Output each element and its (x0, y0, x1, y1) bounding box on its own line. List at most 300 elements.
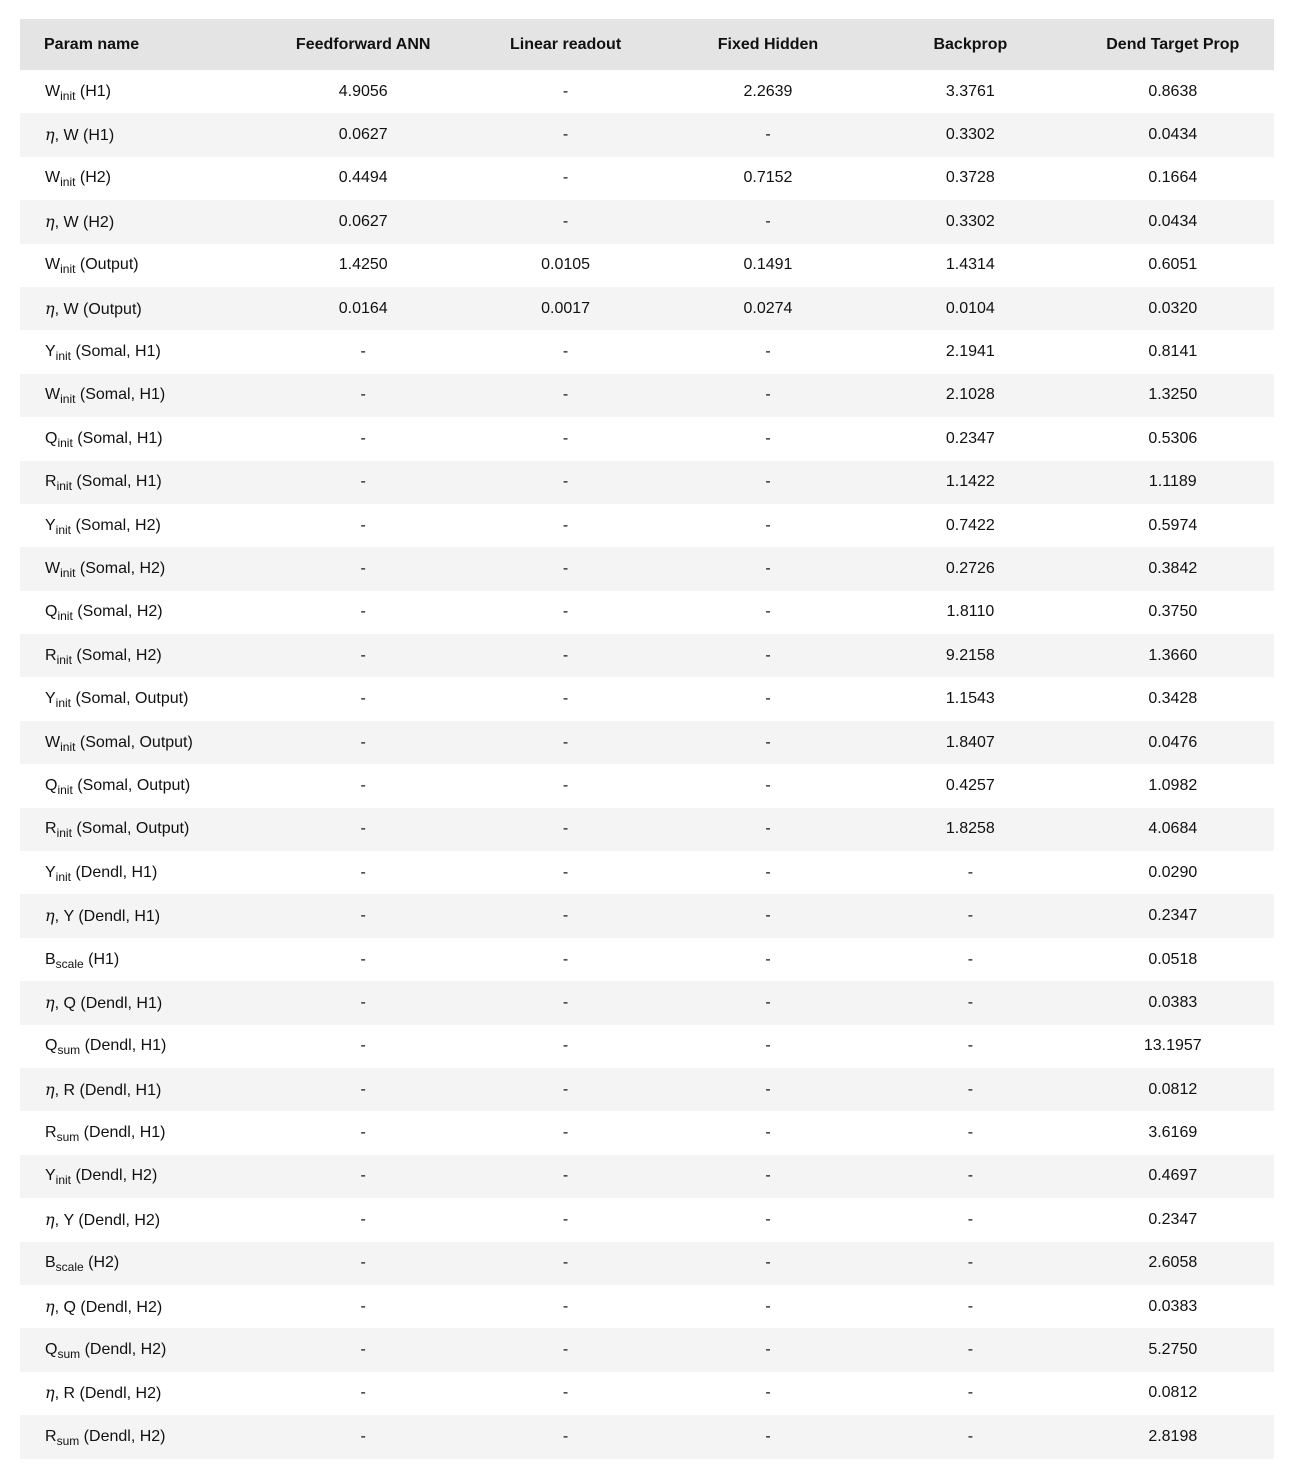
table-row (20, 1198, 1274, 1241)
value-cell-backprop: - (967, 863, 974, 881)
table-row (20, 244, 1274, 287)
table-row (20, 808, 1274, 851)
value-cell-feedforward-ann: - (360, 1210, 366, 1228)
param-qualifier: (Dendl, H1) (79, 1124, 166, 1142)
value-cell-dend-target-prop: 0.8638 (1148, 82, 1198, 100)
table-row (20, 70, 1274, 113)
value-cell-fixed-hidden: - (765, 473, 771, 491)
value-cell-feedforward-ann: - (360, 993, 366, 1011)
value-cell-backprop: - (967, 1210, 974, 1228)
value-cell-fixed-hidden: 0.0274 (743, 299, 793, 317)
value-cell-dend-target-prop: 5.2750 (1148, 1341, 1198, 1359)
value-cell-feedforward-ann: - (360, 386, 366, 404)
param-name-cell (20, 1155, 262, 1198)
value-cell-linear-readout: - (562, 950, 569, 968)
param-base: , W (Output) (54, 300, 142, 318)
value-cell-dend-target-prop: 0.2347 (1148, 1210, 1198, 1228)
value-cell-dend-target-prop: 0.0290 (1148, 863, 1198, 881)
param-base: , W (H1) (54, 127, 115, 145)
value-cell-backprop: - (967, 1384, 974, 1402)
value-cell-fixed-hidden: - (765, 1384, 771, 1402)
param-base: R (45, 820, 57, 838)
param-name-cell (20, 1372, 262, 1415)
param-qualifier: (Somal, Output) (75, 733, 193, 751)
param-subscript: init (60, 565, 76, 580)
value-cell-linear-readout: - (562, 863, 569, 881)
value-cell-backprop: 1.8258 (945, 820, 995, 838)
hyperparameter-table (20, 19, 1274, 1459)
value-cell-dend-target-prop: 0.2347 (1148, 907, 1198, 925)
value-cell-dend-target-prop: 0.3750 (1148, 603, 1198, 621)
table-row (20, 157, 1274, 200)
param-table-container (20, 19, 1274, 1459)
header-row (20, 19, 1274, 70)
param-subscript: init (55, 349, 72, 364)
param-base: Y (45, 343, 56, 361)
param-base: Q (45, 429, 58, 447)
param-name-cell (20, 1285, 262, 1328)
value-cell-backprop: 1.1422 (945, 473, 995, 491)
value-cell-linear-readout: - (562, 1427, 569, 1445)
table-header (20, 19, 1274, 70)
value-cell-dend-target-prop: 0.0434 (1148, 126, 1198, 144)
value-cell-feedforward-ann: - (360, 1124, 366, 1142)
table-row (20, 1415, 1274, 1458)
value-cell-fixed-hidden: - (765, 907, 771, 925)
value-cell-feedforward-ann: - (360, 1384, 366, 1402)
value-cell-linear-readout: - (562, 343, 569, 361)
value-cell-dend-target-prop: 0.3842 (1148, 559, 1198, 577)
value-cell-dend-target-prop: 0.0812 (1148, 1080, 1198, 1098)
value-cell-backprop: 2.1028 (945, 386, 995, 404)
value-cell-dend-target-prop: 1.3250 (1148, 386, 1198, 404)
value-cell-feedforward-ann: 0.0627 (338, 126, 388, 144)
param-subscript: init (56, 826, 72, 841)
value-cell-linear-readout: - (562, 1124, 569, 1142)
value-cell-linear-readout: - (562, 907, 569, 925)
param-subscript: init (55, 1173, 72, 1188)
value-cell-fixed-hidden: 2.2639 (743, 82, 793, 100)
value-cell-linear-readout: 0.0017 (541, 299, 591, 317)
value-cell-dend-target-prop: 1.0982 (1148, 776, 1198, 794)
value-cell-feedforward-ann: - (360, 1297, 366, 1315)
param-qualifier: (H2) (83, 1254, 120, 1272)
eta-symbol: η (45, 298, 55, 318)
table-row (20, 634, 1274, 677)
value-cell-feedforward-ann: - (360, 776, 366, 794)
value-cell-fixed-hidden: - (765, 1427, 771, 1445)
param-base: Q (45, 776, 58, 794)
table-row (20, 1068, 1274, 1111)
table-row (20, 547, 1274, 590)
param-base: , Q (Dendl, H1) (54, 994, 163, 1012)
value-cell-fixed-hidden: - (765, 212, 771, 230)
value-cell-feedforward-ann: - (360, 559, 366, 577)
param-name-cell (20, 547, 262, 590)
value-cell-fixed-hidden: - (765, 690, 771, 708)
value-cell-feedforward-ann: - (360, 733, 366, 751)
value-cell-linear-readout: - (562, 1254, 569, 1272)
param-qualifier: (Output) (75, 256, 139, 274)
eta-symbol: η (45, 992, 55, 1012)
param-base: Y (45, 690, 56, 708)
header-fixed-hidden: Fixed Hidden (717, 35, 819, 53)
value-cell-feedforward-ann: 4.9056 (338, 82, 388, 100)
param-base: Q (45, 1037, 58, 1055)
value-cell-fixed-hidden: - (765, 603, 771, 621)
value-cell-backprop: 0.2726 (945, 559, 995, 577)
param-name-cell (20, 1242, 262, 1285)
param-qualifier: (Dendl, H2) (80, 1341, 167, 1359)
table-row (20, 591, 1274, 634)
value-cell-backprop: - (967, 1167, 974, 1185)
value-cell-backprop: 1.8110 (946, 603, 995, 621)
value-cell-fixed-hidden: - (765, 126, 771, 144)
param-qualifier: (Somal, H2) (71, 646, 162, 664)
value-cell-linear-readout: - (562, 733, 569, 751)
value-cell-dend-target-prop: 0.0383 (1148, 1297, 1198, 1315)
value-cell-linear-readout: - (562, 82, 569, 100)
value-cell-backprop: 1.8407 (945, 733, 995, 751)
value-cell-dend-target-prop: 0.4697 (1148, 1167, 1198, 1185)
value-cell-linear-readout: - (562, 169, 569, 187)
eta-symbol: η (45, 1383, 55, 1403)
value-cell-linear-readout: - (562, 429, 569, 447)
value-cell-dend-target-prop: 0.0383 (1148, 993, 1198, 1011)
value-cell-dend-target-prop: 0.0812 (1148, 1384, 1198, 1402)
param-base: W (45, 169, 61, 187)
value-cell-linear-readout: - (562, 473, 569, 491)
value-cell-fixed-hidden: - (765, 950, 771, 968)
value-cell-backprop: 1.4314 (945, 256, 995, 274)
value-cell-linear-readout: - (562, 603, 569, 621)
table-row (20, 1285, 1274, 1328)
param-base: , R (Dendl, H1) (54, 1081, 162, 1099)
header-dend-target-prop: Dend Target Prop (1106, 35, 1240, 53)
value-cell-dend-target-prop: 0.5974 (1148, 516, 1198, 534)
value-cell-feedforward-ann: - (360, 343, 366, 361)
value-cell-backprop: - (967, 1037, 974, 1055)
param-base: W (45, 733, 61, 751)
param-name-cell (20, 894, 262, 937)
param-base: R (45, 646, 57, 664)
value-cell-feedforward-ann: - (360, 690, 366, 708)
value-cell-linear-readout: - (562, 1167, 569, 1185)
value-cell-dend-target-prop: 4.0684 (1148, 820, 1198, 838)
param-base: Q (45, 603, 58, 621)
value-cell-feedforward-ann: 0.4494 (338, 169, 388, 187)
value-cell-dend-target-prop: 2.8198 (1148, 1427, 1198, 1445)
param-qualifier: (Somal, Output) (71, 820, 190, 838)
value-cell-feedforward-ann: - (360, 1167, 366, 1185)
eta-symbol: η (45, 1079, 55, 1099)
param-name-cell (20, 938, 262, 981)
param-qualifier: (H1) (83, 950, 120, 968)
value-cell-dend-target-prop: 0.3428 (1148, 690, 1198, 708)
param-base: B (45, 1254, 56, 1272)
value-cell-fixed-hidden: - (765, 1167, 771, 1185)
param-name-cell (20, 244, 262, 287)
value-cell-linear-readout: - (562, 776, 569, 794)
value-cell-backprop: - (967, 1254, 974, 1272)
value-cell-fixed-hidden: - (765, 429, 771, 447)
value-cell-linear-readout: 0.0105 (541, 256, 591, 274)
table-body (20, 70, 1274, 1459)
value-cell-feedforward-ann: - (360, 429, 366, 447)
param-name-cell (20, 200, 262, 243)
value-cell-fixed-hidden: - (765, 820, 771, 838)
param-subscript: init (60, 175, 76, 190)
param-base: R (45, 1427, 57, 1445)
value-cell-feedforward-ann: - (360, 1341, 366, 1359)
value-cell-backprop: 9.2158 (945, 646, 995, 664)
param-qualifier: (Somal, Output) (72, 776, 191, 794)
table-row (20, 721, 1274, 764)
value-cell-backprop: - (967, 1427, 974, 1445)
param-qualifier: (Dendl, H1) (80, 1037, 167, 1055)
value-cell-linear-readout: - (562, 1210, 569, 1228)
value-cell-fixed-hidden: - (765, 1254, 771, 1272)
param-name-cell (20, 1111, 262, 1154)
value-cell-dend-target-prop: 0.0434 (1148, 212, 1198, 230)
param-subscript: init (57, 435, 73, 450)
value-cell-fixed-hidden: - (765, 1124, 771, 1142)
table-row (20, 287, 1274, 330)
value-cell-linear-readout: - (562, 126, 569, 144)
param-subscript: init (57, 609, 73, 624)
value-cell-fixed-hidden: - (765, 1210, 771, 1228)
param-name-cell (20, 157, 262, 200)
value-cell-feedforward-ann: - (360, 820, 366, 838)
param-subscript: init (60, 262, 76, 277)
value-cell-backprop: 0.3728 (945, 169, 995, 187)
value-cell-dend-target-prop: 13.1957 (1143, 1037, 1202, 1055)
value-cell-backprop: - (967, 1124, 974, 1142)
table-row (20, 1328, 1274, 1371)
value-cell-fixed-hidden: - (765, 776, 771, 794)
value-cell-fixed-hidden: - (765, 1341, 771, 1359)
table-row (20, 938, 1274, 981)
param-subscript: init (60, 739, 76, 754)
param-name-cell (20, 113, 262, 156)
value-cell-backprop: - (967, 1341, 974, 1359)
param-base: Y (45, 863, 56, 881)
table-row (20, 461, 1274, 504)
param-name-cell (20, 677, 262, 720)
value-cell-linear-readout: - (562, 1341, 569, 1359)
param-qualifier: (Somal, H1) (71, 343, 161, 361)
value-cell-dend-target-prop: 1.1189 (1148, 473, 1197, 491)
param-subscript: sum (57, 1043, 81, 1058)
value-cell-fixed-hidden: - (765, 559, 771, 577)
param-name-cell (20, 330, 262, 373)
value-cell-dend-target-prop: 0.6051 (1148, 256, 1198, 274)
eta-symbol: η (45, 1209, 55, 1229)
table-row (20, 330, 1274, 373)
param-qualifier: (Dendl, H1) (71, 863, 158, 881)
value-cell-feedforward-ann: - (360, 1427, 366, 1445)
param-name-cell (20, 374, 262, 417)
value-cell-feedforward-ann: - (360, 1037, 366, 1055)
value-cell-backprop: 0.2347 (945, 429, 995, 447)
value-cell-feedforward-ann: - (360, 1254, 366, 1272)
header-backprop: Backprop (933, 35, 1008, 53)
eta-symbol: η (45, 125, 55, 145)
value-cell-feedforward-ann: - (360, 863, 366, 881)
table-row (20, 981, 1274, 1024)
table-row (20, 1242, 1274, 1285)
param-name-cell (20, 417, 262, 460)
value-cell-linear-readout: - (562, 386, 569, 404)
value-cell-feedforward-ann: 0.0164 (338, 299, 388, 317)
param-base: R (45, 473, 57, 491)
param-base: , Y (Dendl, H2) (54, 1211, 161, 1229)
value-cell-linear-readout: - (562, 1037, 569, 1055)
param-subscript: sum (56, 1130, 80, 1145)
param-qualifier: (H2) (75, 169, 112, 187)
param-name-cell (20, 981, 262, 1024)
table-row (20, 1155, 1274, 1198)
value-cell-fixed-hidden: - (765, 1037, 771, 1055)
value-cell-backprop: - (967, 1297, 974, 1315)
value-cell-backprop: 0.3302 (945, 126, 995, 144)
value-cell-feedforward-ann: - (360, 646, 366, 664)
value-cell-fixed-hidden: - (765, 863, 771, 881)
param-name-cell (20, 1198, 262, 1241)
table-row (20, 113, 1274, 156)
value-cell-backprop: - (967, 993, 974, 1011)
param-qualifier: (H1) (75, 82, 112, 100)
eta-symbol: η (45, 906, 55, 926)
param-subscript: init (56, 479, 72, 494)
value-cell-linear-readout: - (562, 559, 569, 577)
param-base: Q (45, 1341, 58, 1359)
table-row (20, 851, 1274, 894)
param-subscript: init (56, 652, 72, 667)
table-row (20, 894, 1274, 937)
param-subscript: init (60, 88, 76, 103)
table-row (20, 200, 1274, 243)
param-name-cell (20, 851, 262, 894)
value-cell-fixed-hidden: - (765, 386, 771, 404)
param-base: , R (Dendl, H2) (54, 1385, 162, 1403)
value-cell-backprop: - (967, 907, 974, 925)
param-subscript: init (60, 392, 76, 407)
value-cell-dend-target-prop: 2.6058 (1148, 1254, 1198, 1272)
value-cell-dend-target-prop: 0.8141 (1148, 343, 1198, 361)
table-row (20, 764, 1274, 807)
param-qualifier: (Dendl, H2) (71, 1167, 158, 1185)
param-base: , Y (Dendl, H1) (54, 908, 161, 926)
header-feedforward-ann: Feedforward ANN (295, 35, 431, 53)
param-base: W (45, 82, 61, 100)
param-subscript: scale (55, 956, 84, 971)
header-param-name: Param name (44, 35, 140, 53)
param-base: Y (45, 516, 56, 534)
param-name-cell (20, 1068, 262, 1111)
value-cell-fixed-hidden: - (765, 516, 771, 534)
param-subscript: init (55, 869, 72, 884)
param-subscript: scale (55, 1260, 84, 1275)
value-cell-fixed-hidden: - (765, 733, 771, 751)
value-cell-fixed-hidden: - (765, 1297, 771, 1315)
table-row (20, 504, 1274, 547)
value-cell-fixed-hidden: 0.1491 (743, 256, 793, 274)
value-cell-dend-target-prop: 0.1664 (1148, 169, 1198, 187)
value-cell-feedforward-ann: - (360, 907, 366, 925)
value-cell-fixed-hidden: - (765, 993, 771, 1011)
value-cell-backprop: 0.0104 (945, 299, 995, 317)
value-cell-fixed-hidden: - (765, 646, 771, 664)
value-cell-backprop: 0.4257 (945, 776, 995, 794)
value-cell-linear-readout: - (562, 1297, 569, 1315)
table-row (20, 1111, 1274, 1154)
value-cell-linear-readout: - (562, 820, 569, 838)
table-row (20, 1372, 1274, 1415)
table-row (20, 1025, 1274, 1068)
param-subscript: init (57, 782, 73, 797)
param-name-cell (20, 1328, 262, 1371)
table-row (20, 374, 1274, 417)
param-base: B (45, 950, 56, 968)
param-name-cell (20, 634, 262, 677)
param-name-cell (20, 1415, 262, 1458)
param-name-cell (20, 764, 262, 807)
value-cell-fixed-hidden: - (765, 343, 771, 361)
value-cell-backprop: - (967, 950, 974, 968)
value-cell-backprop: 2.1941 (945, 343, 995, 361)
param-qualifier: (Somal, H2) (71, 516, 161, 534)
param-name-cell (20, 1025, 262, 1068)
value-cell-feedforward-ann: - (360, 516, 366, 534)
param-base: , W (H2) (54, 213, 115, 231)
param-qualifier: (Dendl, H2) (79, 1427, 166, 1445)
param-name-cell (20, 591, 262, 634)
param-base: W (45, 256, 61, 274)
value-cell-linear-readout: - (562, 646, 569, 664)
value-cell-linear-readout: - (562, 516, 569, 534)
param-name-cell (20, 808, 262, 851)
param-base: W (45, 386, 61, 404)
value-cell-feedforward-ann: 0.0627 (338, 212, 388, 230)
param-subscript: init (55, 696, 72, 711)
value-cell-feedforward-ann: - (360, 1080, 366, 1098)
param-base: Y (45, 1167, 56, 1185)
value-cell-feedforward-ann: 1.4250 (338, 256, 388, 274)
param-qualifier: (Somal, H1) (75, 386, 166, 404)
param-name-cell (20, 504, 262, 547)
param-qualifier: (Somal, Output) (71, 690, 189, 708)
value-cell-dend-target-prop: 0.0476 (1148, 733, 1198, 751)
value-cell-dend-target-prop: 1.3660 (1148, 646, 1198, 664)
value-cell-fixed-hidden: - (765, 1080, 771, 1098)
value-cell-feedforward-ann: - (360, 950, 366, 968)
param-qualifier: (Somal, H1) (71, 473, 162, 491)
param-qualifier: (Somal, H1) (72, 429, 163, 447)
value-cell-feedforward-ann: - (360, 603, 366, 621)
header-linear-readout: Linear readout (510, 35, 622, 53)
value-cell-dend-target-prop: 0.0518 (1148, 950, 1198, 968)
param-base: R (45, 1124, 57, 1142)
param-name-cell (20, 287, 262, 330)
param-base: , Q (Dendl, H2) (54, 1298, 163, 1316)
param-subscript: sum (56, 1433, 80, 1448)
value-cell-linear-readout: - (562, 690, 569, 708)
value-cell-dend-target-prop: 0.5306 (1148, 429, 1198, 447)
param-name-cell (20, 721, 262, 764)
param-subscript: sum (57, 1347, 81, 1362)
param-qualifier: (Somal, H2) (75, 559, 166, 577)
